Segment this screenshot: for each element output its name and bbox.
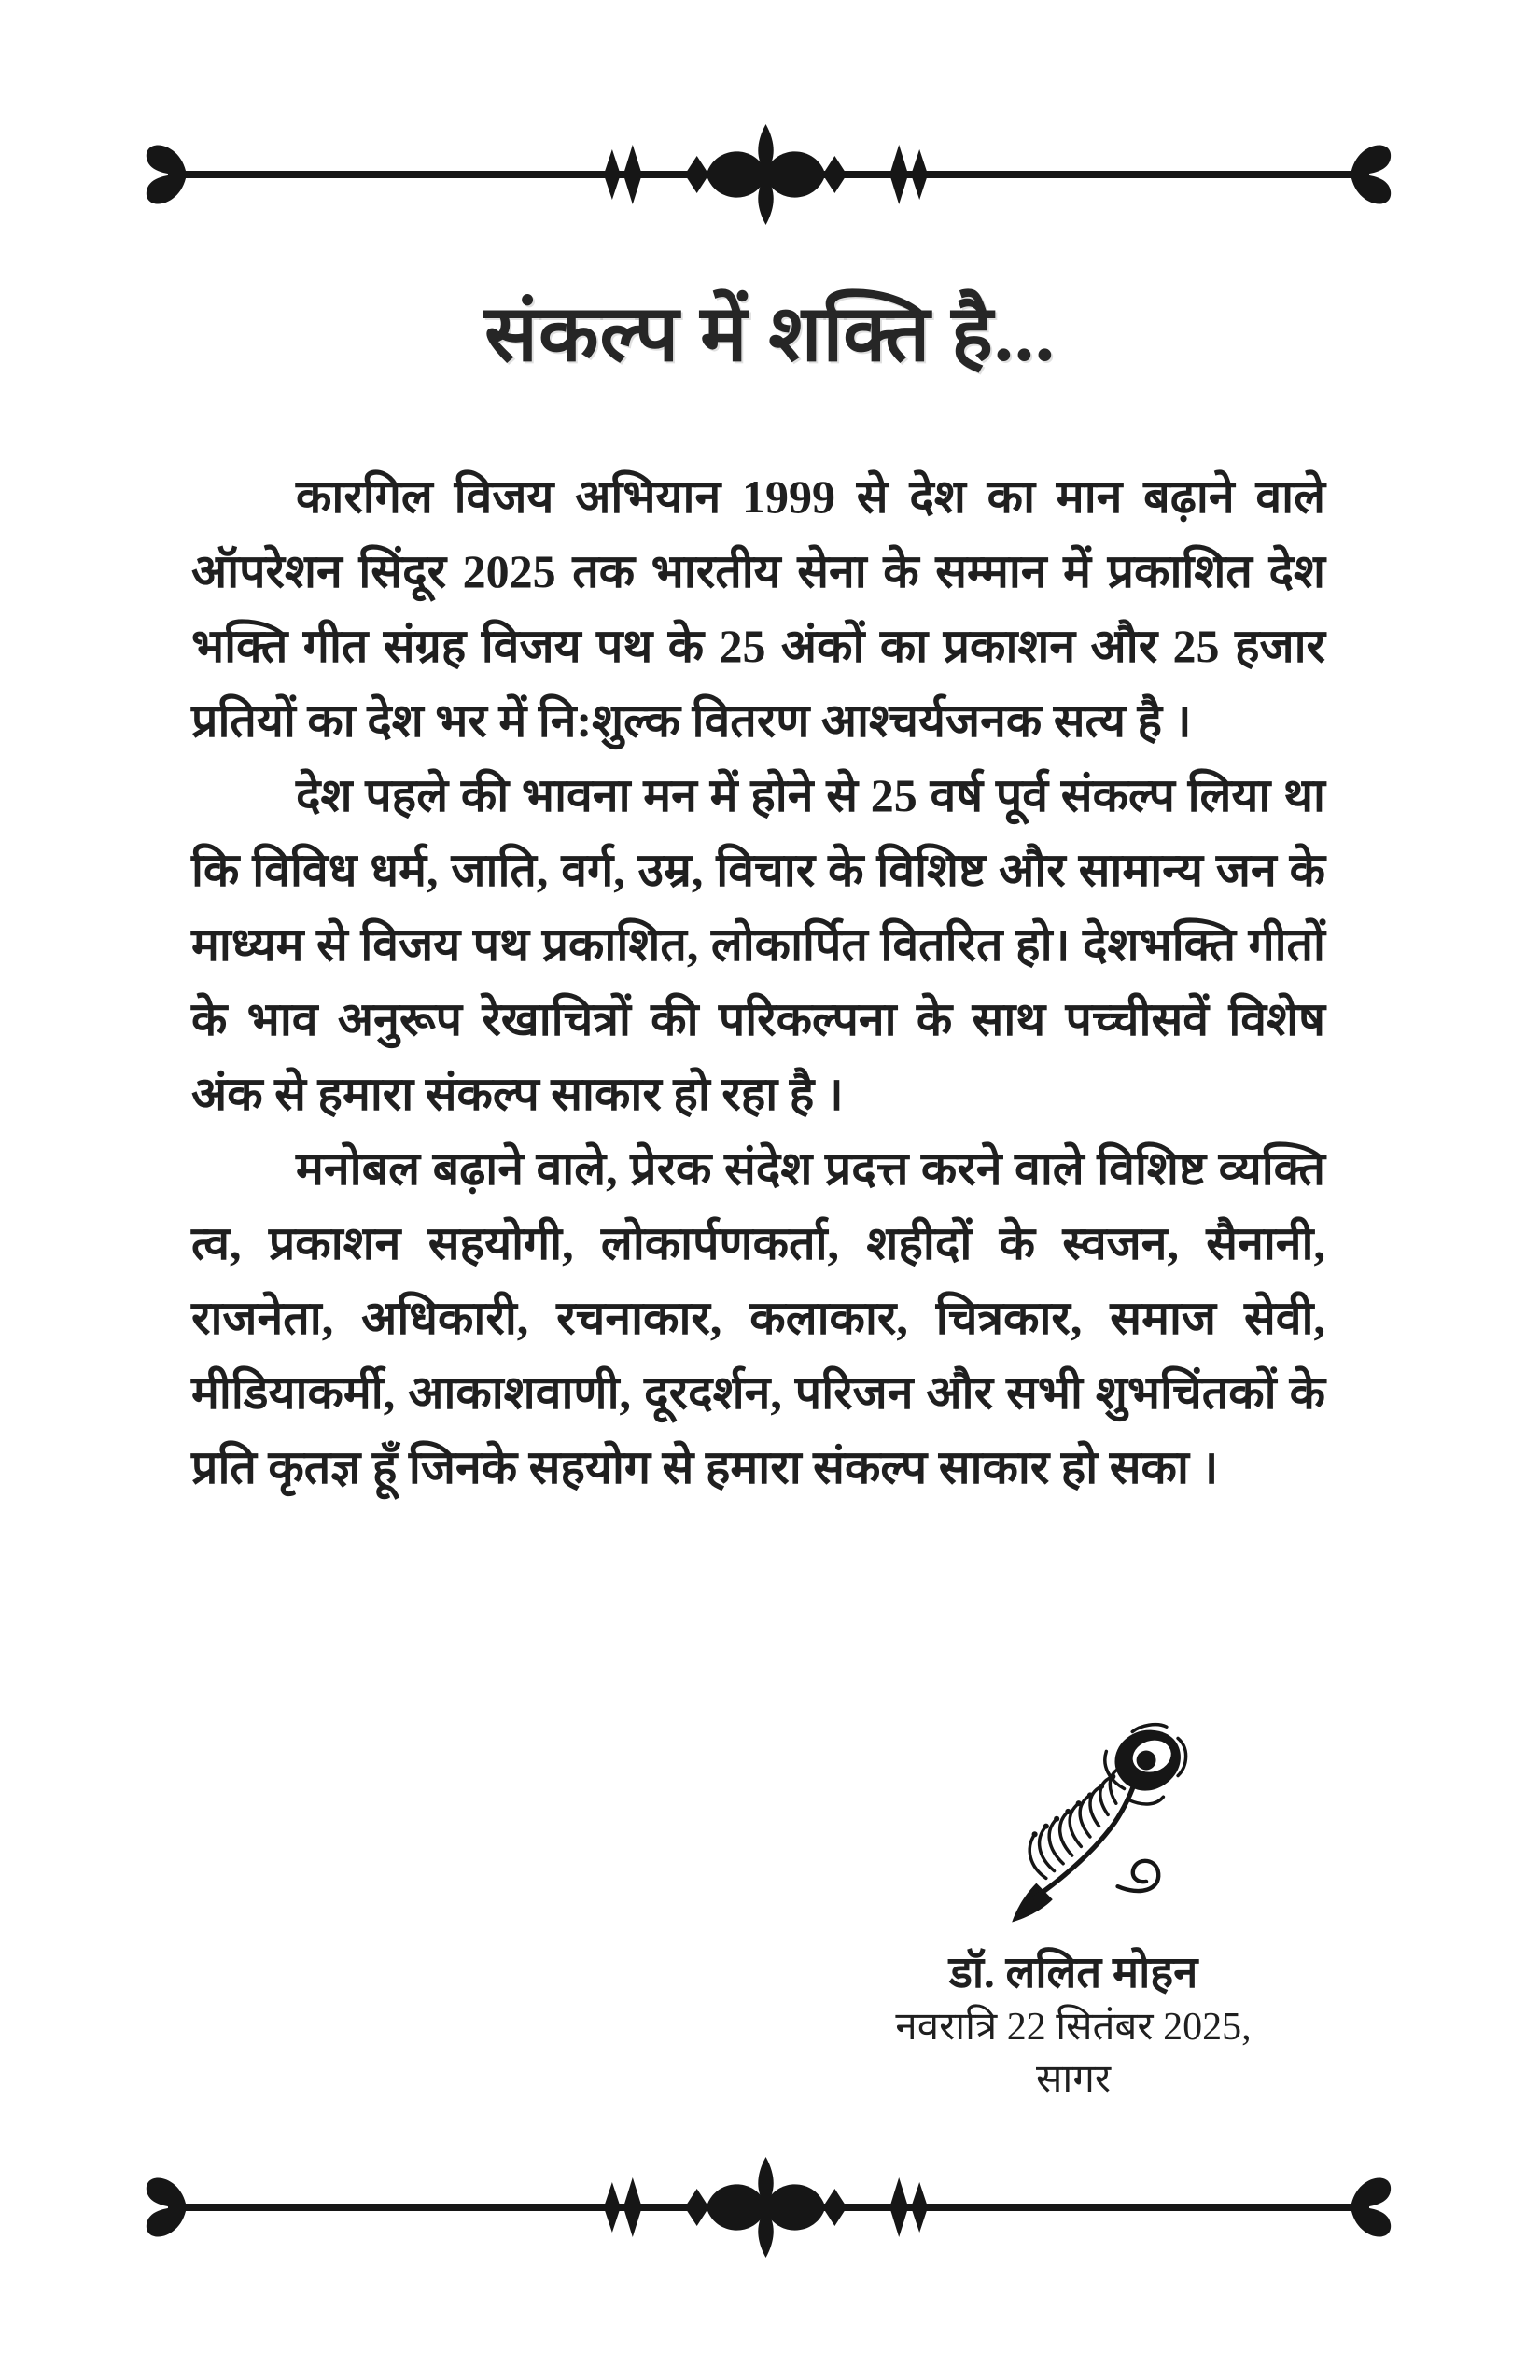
paragraph-1: कारगिल विजय अभियान 1999 से देश का मान बढ़ाने वाले ऑपरेशन सिंदूर 2025 तक भारतीय सेना के सम्मान में प्रकाशित देश भक्ति गीत संग्रह विजय पथ के 25 अंकों का प्रकाशन और 25 हजार प्रतियों का देश भर में नि:शुल्क वितरण आश्चर्यजनक सत्य है । [191,470,1325,747]
signature-name: डॉ. ललित मोहन [948,1949,1198,1997]
body-text [191,459,1325,1505]
ornamental-divider-top-icon [140,119,1397,231]
signature-block [821,1722,1325,2106]
paragraph-3: मनोबल बढ़ाने वाले, प्रेरक संदेश प्रदत्त करने वाले विशिष्ट व्यक्ति त्व, प्रकाशन सहयोगी, लोकार्पणकर्ता, शहीदों के स्वजन, सैनानी, राजनेता, अधिकारी, रचनाकार, कलाकार, चित्रकार, समाज सेवी, मीडियाकर्मी, आकाशवाणी, दूरदर्शन, परिजन और सभी शुभचिंतकों के प्रति कृतज्ञ हूँ जिनके सहयोग से हमारा संकल्प साकार हो सका । [191,1142,1325,1493]
ornamental-divider-bottom-icon [140,2151,1397,2263]
peacock-feather-icon [1003,1722,1195,1925]
signature-date: नवरात्रि 22 सितंबर 2025, [895,2006,1252,2049]
signature-place: सागर [1035,2058,1112,2101]
paragraph-2: देश पहले की भावना मन में होने से 25 वर्ष पूर्व संकल्प लिया था कि विविध धर्म, जाति, वर्ग, उम्र, विचार के विशिष्ट और सामान्य जन के माध्यम से विजय पथ प्रकाशित, लोकार्पित वितरित हो। देशभक्ति गीतों के भाव अनुरूप रेखाचित्रों की परिकल्पना के साथ पच्चीसवें विशेष अंक से हमारा संकल्प साकार हो रहा है । [191,769,1325,1120]
page-title: संकल्प में शक्ति है... [484,291,1056,378]
